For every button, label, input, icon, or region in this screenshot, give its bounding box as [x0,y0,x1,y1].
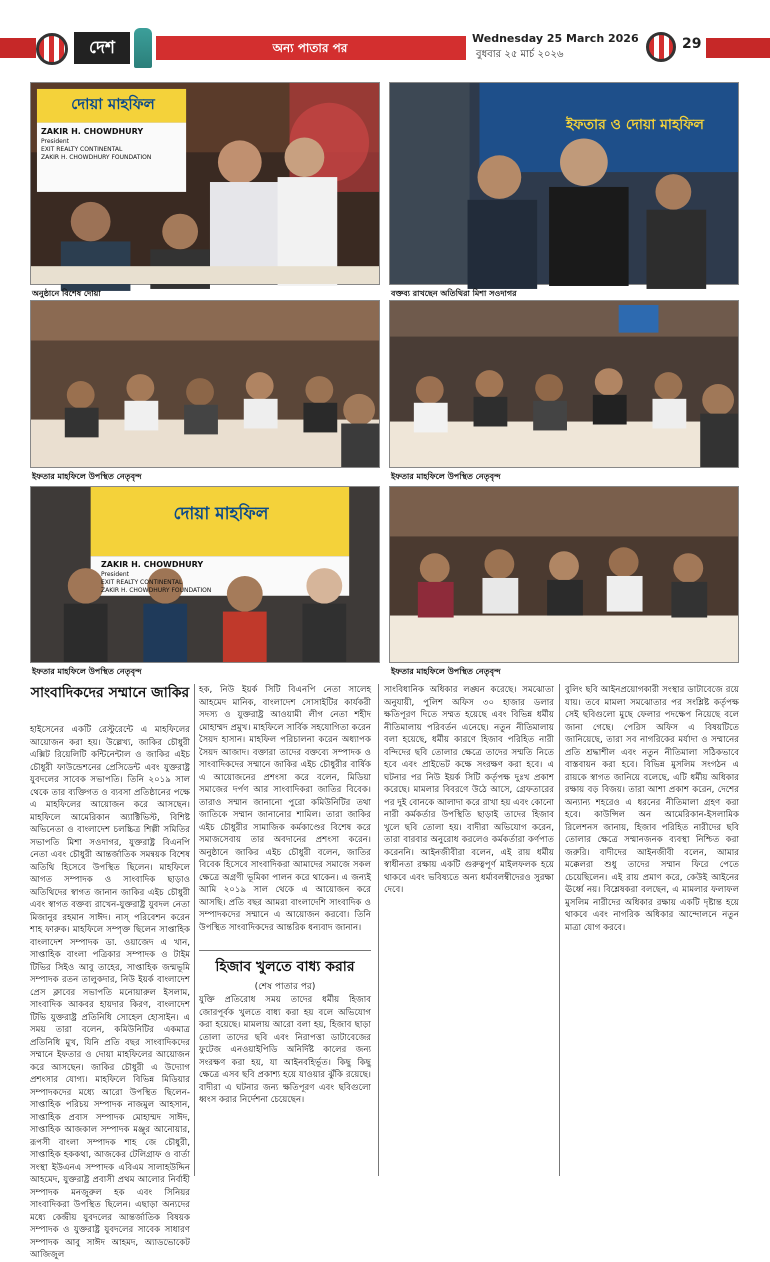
section-title: অন্য পাতার পর [272,41,348,55]
sign-org: EXIT REALTY CONTINENTAL [41,146,123,153]
page-number: 29 [682,36,702,52]
banner-text: দোয়া মাহফিল [173,504,269,524]
sign-sub: President [41,138,69,145]
article2-column-2: সাংবিধানিক অধিকার লঙ্ঘন করেছে। সমঝোতা অনুযায়ী, পুলিশ অফিস ৩০ হাজার ডলার ক্ষতিপূরণ দিতে সম্মত হয়েছে এবং বিভিন্ন ধর্মীয় নীতিমালায় পরিবর্তন এনেছে। নতুন নীতিমালায় বলা হয়েছে, ধর্মীয় কারণে হিজাব পরিহিত নারী বন্দিদের ছবি তোলার ক্ষেত্রে তাদের সম্মতি নিতে হবে এবং প্রাইভেট কক্ষে সংরক্ষণ করা হবে। এ ঘটনার পর নিউ ইয়র্ক সিটি কর্তৃপক্ষ দুঃখ প্রকাশ করেছে। মামলার বিবরণে উঠে আসে, গ্রেফতারের পর দুই বোনকে আলাদা করে রাখা হয় এবং কোনো নারী কর্মকর্তার উপস্থিতি ছাড়াই তাদের হিজাব খুলে ছবি তোলা হয়। বাদীরা অভিযোগ করেন, তারা বারবার অনুরোধ করলেও কর্মকর্তারা কর্ণপাত করেননি। আইনজীবীরা বলেন, এই রায় ধর্মীয় স্বাধীনতা রক্ষায় একটি গুরুত্বপূর্ণ মাইলফলক হয়ে থাকবে এবং ভবিষ্যতে অন্য ধর্মাবলম্বীদেরও সুরক্ষা দেবে। [384,685,554,895]
date-english: Wednesday 25 March 2026 [472,32,639,45]
photo-audience-1[interactable] [30,300,380,468]
column-divider [559,684,560,1176]
photo-dining[interactable] [389,486,739,663]
column-divider [378,684,379,1176]
statue-of-liberty-icon [134,28,152,68]
article2-column-1: যুক্তি প্রতিরোধ সময় তাদের ধর্মীয় হিজাব জোরপূর্বক খুলতে বাধ্য করা হয় বলে অভিযোগ করা হয়েছে। মামলায় আরো বলা হয়, হিজাব ছাড়া তোলা তাদের ছবি এবং নিরাপত্তা ডাটাবেজের ফুটেজ এনওয়াইপিডি অনির্দিষ্ট কালের জন্য সংরক্ষণ করা হয়, যা আইনবহির্ভূত। কিছু কিছু ক্ষেত্রে এসব ছবি প্রকাশ্য হয়ে যাওয়ার ঝুঁকি রয়েছে। বাদীরা এ ঘটনার জন্য ক্ষতিপূরণ এবং ছবিগুলো ধ্বংস করার নির্দেশনা চেয়েছেন। [199,995,371,1105]
header-left-bar [0,38,36,58]
sign-name: ZAKIR H. CHOWDHURY [101,560,204,569]
banner-text: দোয়া মাহফিল [71,95,155,113]
photo-group[interactable] [30,486,380,663]
photo-speech[interactable] [389,82,739,285]
flag-icon [36,33,68,65]
photo-caption: অনুষ্ঠানে বিশেষ দোয়া [32,289,101,298]
photo-caption: ইফতার মাহফিলে উপস্থিত নেতৃবৃন্দ [391,667,501,676]
article1-column-2: হক, নিউ ইয়র্ক সিটি বিএনপি নেতা সালেহ আহমেদ মানিক, বাংলাদেশ সোসাইটির কার্যকরী সদস্য ও যুক্তরাষ্ট্র আওয়ামী লীগ নেতা শহীদ মোহাম্মদ প্রমুখ। মাহফিলে সার্বিক সহযোগিতা করেন সৈয়দ হাসান। মাহফিল পরিচালনা করেন অধ্যাপক সৈয়দ আজাদ। বক্তারা তাদের বক্তব্যে সম্পাদক ও সাংবাদিকদের সম্মানে জাকির এইচ চৌধুরীর বার্ষিক এ আয়োজনের প্রশংসা করে বলেন, মিডিয়া সমাজের দর্পণ আর সাংবাদিকরা জাতির বিবেক। তারাও সম্মান জানানো পুরো কমিউনিটির তথা জাতিকে সম্মান জানানোর শামিল। তারা জাকির এইচ চৌধুরীর সামাজিক কর্মকাণ্ডের বিশেষ করে সমাজসেবায় তার অবদানের প্রশংসা করেন। অনুষ্ঠানে জাকির এইচ চৌধুরী বলেন, জাতির বিবেক হিসেবে সাংবাদিকরা আমাদের সমাজে সকল ক্ষেত্রে অগ্রণী ভূমিকা পালন করে থাকেন। এ জন্যই আমি ২০১৯ সাল থেকে এ আয়োজন করে আসছি। প্রতি বছর আমরা বাংলাদেশি সাংবাদিক ও সম্পাদকদের সম্মানে এ আয়োজন করবো। তিনি উপস্থিত সাংবাদিকদের আন্তরিক ধন্যবাদ জানান। [199,685,371,933]
header-right-bar [706,38,770,58]
photo-caption: ইফতার মাহফিলে উপস্থিত নেতৃবৃন্দ [32,472,142,481]
section-divider [199,950,371,951]
article2-column-3: বুলিং ছবি আইনপ্রয়োগকারী সংস্থার ডাটাবেজে রয়ে যায়। তবে মামলা সমঝোতার পর সংশ্লিষ্ট কর্তৃপক্ষ সেই ছবিগুলো মুছে ফেলার পদক্ষেপ নিয়েছে বলে জানা গেছে। পেরিস অফিস এ বিষয়টিতে জানিয়েছে, তারা সব নাগরিকের মর্যাদা ও সম্মানের প্রতি শ্রদ্ধাশীল এবং নতুন নীতিমালা সঠিকভাবে বাস্তবায়ন করা হবে। বিভিন্ন মুসলিম সংগঠন এ রায়কে স্বাগত জানিয়ে বলেছে, এটি ধর্মীয় অধিকার রক্ষায় বড় বিজয়। তারা আশা প্রকাশ করেন, দেশের অন্যান্য শহরেও এ ধরনের নীতিমালা গ্রহণ করা হবে। কাউন্সিল অন আমেরিকান-ইসলামিক রিলেশনস জানায়, হিজাব পরিহিত নারীদের ছবি তোলার ক্ষেত্রে সম্মানজনক ব্যবস্থা নিশ্চিত করা জরুরি। বাদীদের আইনজীবী বলেন, আমার মক্কেলরা শুধু তাদের সম্মান ফিরে পেতে চেয়েছিলেন। এই রায় প্রমাণ করে, কেউই আইনের ঊর্ধ্বে নয়। বিশ্লেষকরা বলছেন, এ মামলার ফলাফল মুসলিম নারীদের অধিকার রক্ষায় একটি দৃষ্টান্ত হয়ে থাকবে এবং নাগরিক অধিকার আন্দোলনে নতুন মাত্রা যোগ করবে। [565,685,739,933]
sign-name: ZAKIR H. CHOWDHURY [41,127,144,136]
photo-prayer[interactable] [30,82,380,285]
banner-text: ইফতার ও দোয়া মাহফিল [566,117,704,133]
photo-caption: বক্তব্য রাখছেন অতিথিরা মিশা সওদাগর [391,289,517,298]
masthead-logo[interactable]: দেশ [74,32,130,64]
flag-icon [646,32,676,62]
article1-headline: সাংবাদিকদের সম্মানে জাকির [30,685,190,701]
sign-foundation: ZAKIR H. CHOWDHURY FOUNDATION [41,154,152,161]
article1-column-1: হাইসেনের একটি রেস্টুরেন্টে এ মাহফিলের আয়োজন করা হয়। উল্লেখ্য, জাকির চৌধুরী এক্সিট রিয়েলিটি কন্টিনেন্টাল ও জাকির এইচ চৌধুরী ফাউন্ডেশনের প্রেসিডেন্ট এবং যুক্তরাষ্ট্র যুবদলের সাবেক সভাপতি। তিনি ২০১৯ সাল থেকে তার ব্যক্তিগত ও ব্যবসা প্রতিষ্ঠানের পক্ষে এ মাহফিলের আয়োজন করে আসছেন। মাহফিলে আমেরিকান অ্যাক্টিভিস্ট, বিশিষ্ট অভিনেতা ও বাংলাদেশ চলচ্চিত্র শিল্পী সমিতির সভাপতি মিশা সওদাগর, যুক্তরাষ্ট্র বিএনপি নেতা এবং চৌধুরী আন্তর্জাতিক সমন্বয়ক বিশেষ অতিথি হিসেবে উপস্থিত ছিলেন। মাহফিলে আগত সম্পাদক ও সাংবাদিক ছাড়াও অতিথিদের স্বাগত জানান জাকির এইচ চৌধুরী এবং স্বাগত বক্তব্য রাখেন-যুক্তরাষ্ট্র যুবদল নেতা মিজানুর রহমান সাঈদ। নাস্ পরিবেশন করেন শাহ ফারুক। মাহফিলে সম্পৃক্ত ছিলেন সাপ্তাহিক বাংলাদেশ সম্পাদক ডা. ওয়াজেদ এ খান, সাপ্তাহিক বাংলা পত্রিকার সম্পাদক ও টাইম টিভির সিইও আবু তাহের, সাপ্তাহিক জন্মভূমি সম্পাদক রতন তালুকদার, নিউ ইয়র্ক বাংলাদেশ প্রেস ক্লাবের সভাপতি মনোয়ারুল ইসলাম, সাংবাদিক আকবর হায়দার কিরণ, বাংলাদেশ টিভি যুক্তরাষ্ট্র প্রতিনিধি সোহেল হোসাইন। এ সময় তারা বলেন, কমিউনিটির একমাত্র প্রতিনিধি মুখ, যিনি প্রতি বছর সাংবাদিকদের সম্মানে ইফতার ও দোয়া মাহফিলের আয়োজন করে আসছেন। জাকির চৌধুরী এ উদ্যোগ প্রশংসার যোগ্য। মাহফিলে বিভিন্ন মিডিয়ার সম্পাদকদের মধ্যে আরো উপস্থিত ছিলেন-সাপ্তাহিক পরিচয় সম্পাদক নাজমুল আহসান, সাপ্তাহিক প্রবাস সম্পাদক মোহাম্মদ সাঈদ, সাপ্তাহিক আজকাল সম্পাদক মঞ্জুর আনোয়ার, রূপসী বাংলা সম্পাদক শাহ জে চৌধুরী, সাপ্তাহিক হককথা, আজকের টেলিগ্রাফ ও বার্তা সংস্থা ইউএনএ সম্পাদক এবিএম সালাহউদ্দিন আহমেদ, যুক্তরাষ্ট্র প্রবাসী প্রথম আলোর নির্বাহী সম্পাদক মনজুরুল হক এবং সিনিয়র সাংবাদিকরা উপস্থিত ছিলেন। এছাড়া অন্যদের মধ্যে কেন্দ্রীয় যুবদলের আন্তর্জাতিক বিষয়ক সম্পাদক ও যুক্তরাষ্ট্র যুবদলের সাবেক সাধারণ সম্পাদক আবু সাঈদ আহমদ, অ্যাডভোকেট আজিজুল [30,725,190,1260]
sign-foundation: ZAKIR H. CHOWDHURY FOUNDATION [101,587,212,594]
article2-headline: হিজাব খুলতে বাধ্য করার [215,959,355,975]
date-bangla: বুধবার ২৫ মার্চ ২০২৬ [476,49,564,60]
photo-caption: ইফতার মাহফিলে উপস্থিত নেতৃবৃন্দ [32,667,142,676]
sign-sub: President [101,571,129,578]
page-header [0,0,770,76]
column-divider [194,684,195,1176]
photo-caption: ইফতার মাহফিলে উপস্থিত নেতৃবৃন্দ [391,472,501,481]
article2-continued: (শেষ পাতার পর) [254,982,316,992]
sign-org: EXIT REALTY CONTINENTAL [101,579,183,586]
photo-audience-2[interactable] [389,300,739,468]
